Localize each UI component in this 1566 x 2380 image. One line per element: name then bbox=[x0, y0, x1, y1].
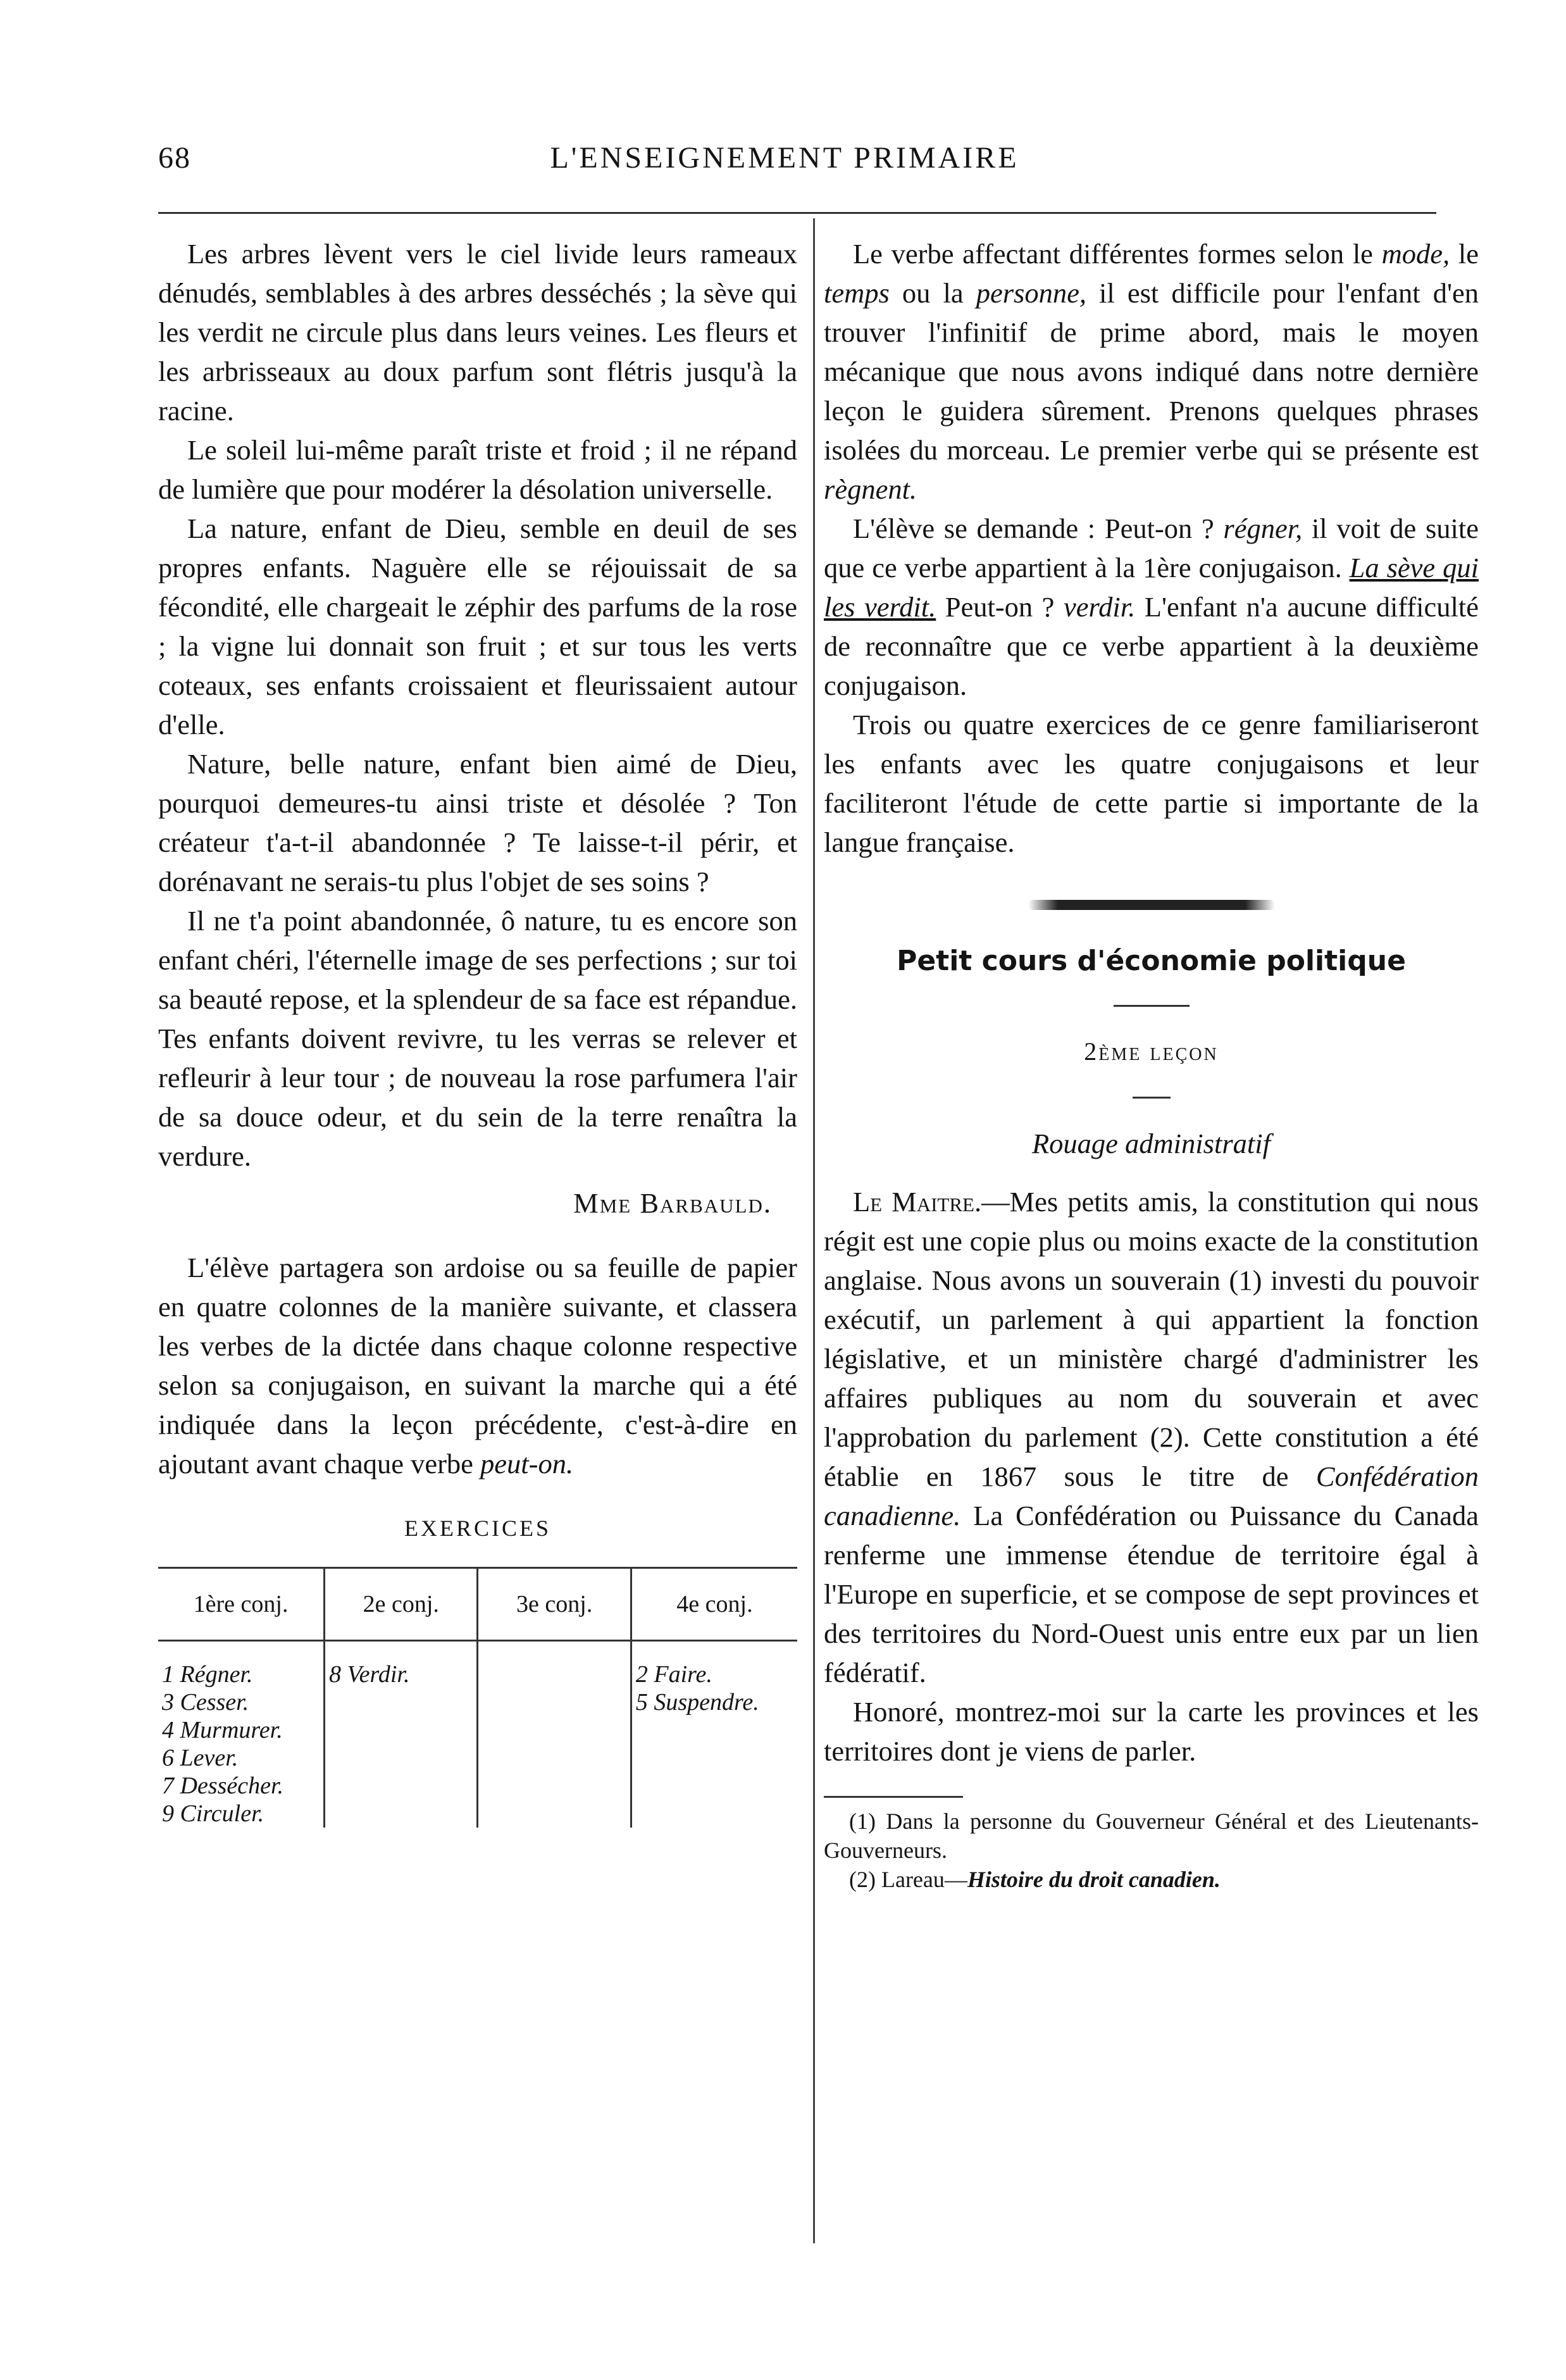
instruction-italic: peut-on. bbox=[480, 1448, 574, 1480]
instruction-paragraph bbox=[158, 1248, 797, 1483]
short-rule bbox=[1114, 1005, 1190, 1007]
table-cell-col2 bbox=[325, 1641, 478, 1828]
italic-run: personne, bbox=[976, 277, 1086, 309]
verb-entry: 7 Dessécher. bbox=[162, 1773, 284, 1799]
text-run: L'élève se demande : Peut-on ? bbox=[853, 513, 1214, 544]
verb-paragraph-3: Trois ou quatre exercices de ce genre familiariseront les enfants avec les quatre conjugaisons et leur faciliteront l'étude de cette partie si importante de la langue française. bbox=[824, 709, 1479, 858]
lesson-heading: 2ème leçon bbox=[1084, 1037, 1219, 1066]
italic-run: Confédération canadienne. bbox=[824, 1461, 1479, 1531]
text-run: —Mes petits amis, la constitution qui nous régit est une copie plus ou moins exacte de la constitution anglaise. Nous avons un souverain (1) investi du pouvoir exécutif, un parlement à qui appartient la fonction législative, et un ministère chargé d'administrer les affaires publiques au nom du souverain et avec l'approbation du parlement (2). Cette constitution a été établie en 1867 sous le titre de bbox=[824, 1186, 1479, 1492]
verb-entry: 2 Faire. bbox=[635, 1661, 712, 1688]
table-header-cell: 4e conj. bbox=[631, 1568, 797, 1641]
poem-paragraph-4: Nature, belle nature, enfant bien aimé de Dieu, pourquoi demeures-tu ainsi triste et désolée ? Ton créateur t'a-t-il abandonnée ? Te laisse-t-il périr, et dorénavant ne serais-tu plus l'objet de ses soins ? bbox=[158, 748, 797, 897]
maitre-paragraph bbox=[824, 1182, 1479, 1692]
verb-entry: 1 Régner. bbox=[162, 1661, 253, 1688]
table-header-cell: 3e conj. bbox=[478, 1568, 631, 1641]
poem-paragraph-2: Le soleil lui-même paraît triste et froid ; il ne répand de lumière que pour modérer la désolation universelle. bbox=[158, 434, 797, 505]
text-run: ou la bbox=[902, 277, 964, 309]
table-row bbox=[158, 1641, 797, 1828]
lesson-subtitle: Rouage administratif bbox=[1031, 1128, 1271, 1159]
exercises-title: EXERCICES bbox=[404, 1516, 551, 1541]
conjugation-table bbox=[158, 1567, 797, 1828]
section-title: Petit cours d'économie politique bbox=[897, 945, 1406, 977]
instruction-text: L'élève partagera son ardoise ou sa feuille de papier en quatre colonnes de la manière suivante, et classera les verbes de la dictée dans chaque colonne respective selon sa conjugaison, en suivant la marche qui a été indiquée dans la leçon précédente, c'est-à-dire en ajoutant avant chaque verbe bbox=[158, 1252, 797, 1480]
footnote-rule bbox=[824, 1796, 963, 1798]
table-header-cell: 1ère conj. bbox=[158, 1568, 325, 1641]
text-run: La Confédération ou Puissance du Canada renferme une immense étendue de territoire égal à l'Europe en superficie, et se compose de sept provinces et des territoires du Nord-Ouest unis entre eux par un lien fédératif. bbox=[824, 1500, 1479, 1688]
poem-paragraph-5: Il ne t'a point abandonnée, ô nature, tu es encore son enfant chéri, l'éternelle image de ses perfections ; sur toi sa beauté repose, et la splendeur de sa face est répandue. Tes enfants doivent revivre, tu les verras se relever et refleurir à leur tour ; de nouveau la rose parfumera l'air de sa douce odeur, et du sein de la terre renaîtra la verdure. bbox=[158, 905, 797, 1172]
italic-run: régner, bbox=[1223, 513, 1303, 544]
author-signature: Mme Barbauld. bbox=[573, 1187, 772, 1219]
italic-run: règnent. bbox=[824, 473, 917, 505]
right-column bbox=[824, 234, 1479, 1894]
verb-entry: 6 Lever. bbox=[162, 1745, 239, 1771]
footnotes bbox=[824, 1807, 1479, 1894]
text-run: Peut-on ? bbox=[945, 591, 1055, 623]
section-ornament bbox=[1028, 900, 1275, 910]
table-header-row bbox=[158, 1568, 797, 1641]
poem-paragraph-1: Les arbres lèvent vers le ciel livide leurs rameaux dénudés, semblables à des arbres desséchés ; la sève qui les verdit ne circule plus dans leurs veines. Les fleurs et les arbrisseaux au doux parfum sont flétris jusqu'à la racine. bbox=[158, 238, 797, 427]
page-number: 68 bbox=[158, 141, 191, 175]
text-run: (2) Lareau— bbox=[849, 1867, 967, 1892]
italic-run: temps bbox=[824, 277, 890, 309]
text-run: Le verbe affectant différentes formes selon le bbox=[853, 238, 1373, 270]
italic-run: verdir. bbox=[1063, 591, 1136, 623]
footnote-1: (1) Dans la personne du Gouverneur Général et des Lieutenants-Gouverneurs. bbox=[824, 1809, 1479, 1863]
text-run: il est difficile pour l'enfant d'en trouver l'infinitif de prime abord, mais le moyen mécanique que nous avons indiqué dans notre dernière leçon le guidera sûrement. Prenons quelques phrases isolées du morceau. Le premier verbe qui se présente est bbox=[824, 277, 1479, 466]
italic-run: La sève qui les verdit. bbox=[824, 552, 1479, 623]
left-column bbox=[158, 234, 797, 1828]
text-run: le bbox=[1458, 238, 1479, 270]
italic-run: Histoire du droit canadien. bbox=[967, 1867, 1221, 1892]
verb-entry: 5 Suspendre. bbox=[635, 1689, 759, 1716]
verb-entry: 3 Cesser. bbox=[162, 1689, 249, 1716]
verb-entry: 8 Verdir. bbox=[329, 1661, 410, 1688]
poem-paragraph-3: La nature, enfant de Dieu, semble en deuil de ses propres enfants. Naguère elle se réjouissait de sa fécondité, elle chargeait le zéphir des parfums de la rose ; la vigne lui donnait son fruit ; et sur tous les verts coteaux, ses enfants croissaient et fleurissaient autour d'elle. bbox=[158, 513, 797, 740]
short-rule bbox=[1133, 1097, 1171, 1099]
text-run: il voit de suite que ce verbe appartient à la 1ère conjugaison. bbox=[824, 513, 1479, 583]
table-cell-col3 bbox=[478, 1641, 631, 1828]
table-cell-col1 bbox=[158, 1641, 325, 1828]
footnote-2 bbox=[824, 1865, 1479, 1894]
column-divider bbox=[813, 218, 815, 2243]
running-header bbox=[158, 140, 1411, 178]
table-header-cell: 2e conj. bbox=[325, 1568, 478, 1641]
header-rule bbox=[158, 212, 1436, 214]
text-run: L'enfant n'a aucune difficulté de reconnaître que ce verbe appartient à la deuxième conjugaison. bbox=[824, 591, 1479, 701]
running-title: L'ENSEIGNEMENT PRIMAIRE bbox=[550, 141, 1019, 175]
table-cell-col4 bbox=[631, 1641, 797, 1828]
verb-entry: 9 Circuler. bbox=[162, 1800, 264, 1827]
verb-paragraph-2 bbox=[824, 509, 1479, 705]
verb-entry: 4 Murmurer. bbox=[162, 1717, 283, 1743]
verb-paragraph-1 bbox=[824, 234, 1479, 509]
speaker-label: Le Maitre. bbox=[853, 1186, 982, 1218]
honore-paragraph: Honoré, montrez-moi sur la carte les provinces et les territoires dont je viens de parler. bbox=[824, 1696, 1479, 1767]
italic-run: mode, bbox=[1381, 238, 1450, 270]
